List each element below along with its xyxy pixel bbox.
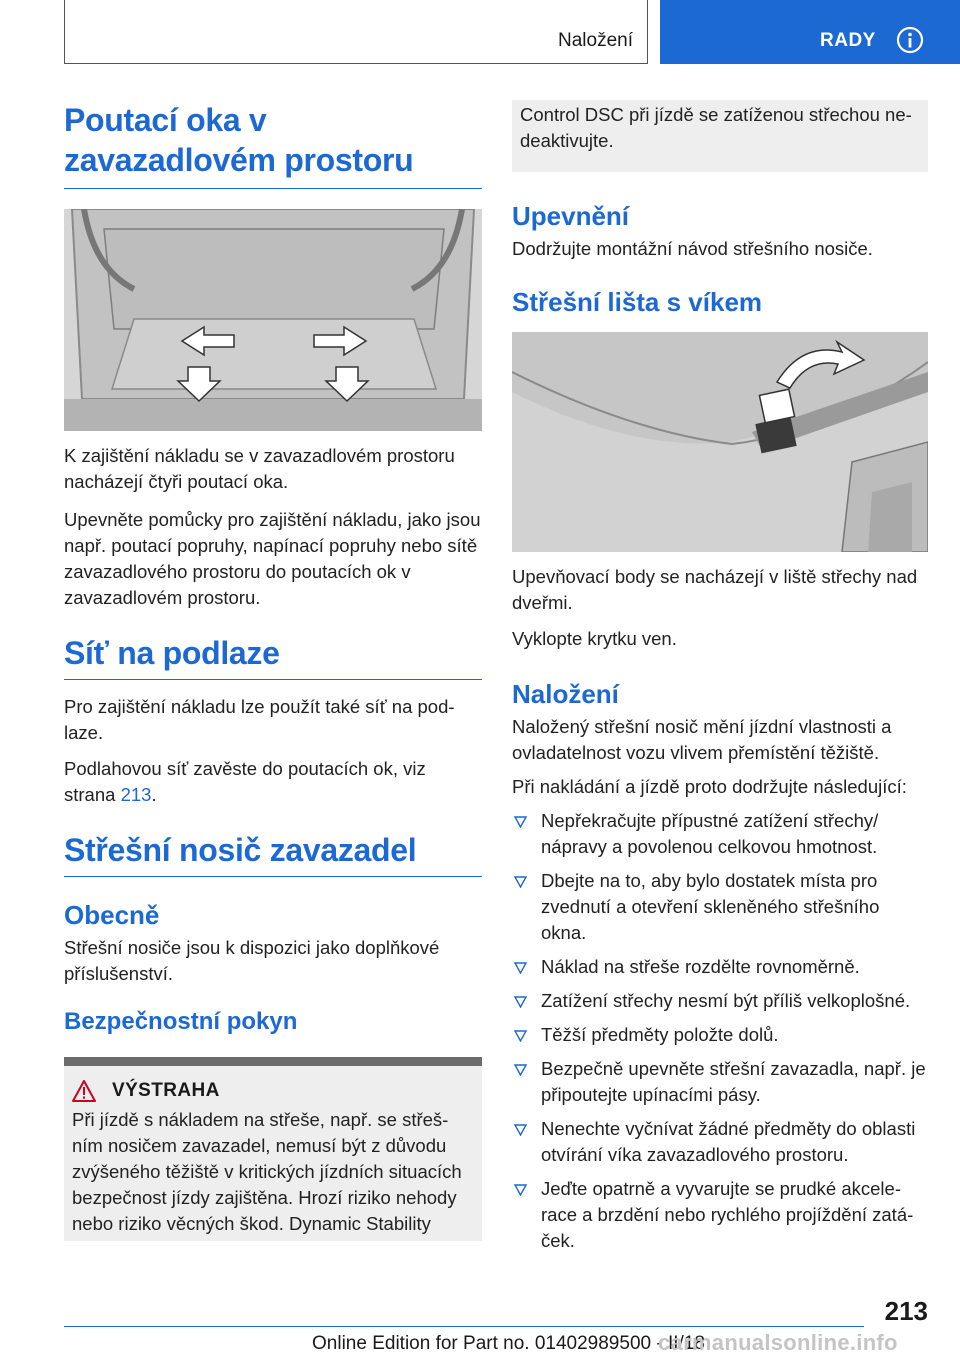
paragraph-general: Střešní nosiče jsou k dispozici jako doplňkové příslušenství. <box>64 937 440 984</box>
subheading-general: Obecně <box>64 900 160 930</box>
warning-box-continued <box>512 100 928 172</box>
heading-tie-down-points <box>64 100 482 189</box>
heading-floor-net <box>64 633 482 680</box>
section-label: Naložení <box>558 30 633 51</box>
trunk-illustration <box>64 209 482 431</box>
paragraph-mounting-points: Upevňovací body se nacházejí v liště střechy nad dveřmi. <box>512 566 918 613</box>
subheading-safety-note: Bezpečnostní pokyn <box>64 1008 298 1035</box>
bullet-triangle-icon <box>514 1063 527 1076</box>
floor-net-text: Podlahovou síť zavěste do poutacích ok, viz strana <box>64 758 426 805</box>
warning-title: VÝSTRAHA <box>112 1080 220 1101</box>
list-item-text: Náklad na střeše rozdělte rovnoměrně. <box>541 956 860 977</box>
bullet-triangle-icon <box>514 1183 527 1196</box>
edition-text: Online Edition for Part no. 01402989500 - II/18 <box>312 1333 705 1354</box>
heading-roof-rack <box>64 830 482 877</box>
list-item <box>512 808 928 860</box>
bullet-triangle-icon <box>514 1123 527 1136</box>
page-link-213[interactable]: 213 <box>120 784 152 805</box>
warning-box <box>64 1057 482 1241</box>
bullet-triangle-icon <box>514 1029 527 1042</box>
heading-line-2: zavazadlovém prostoru <box>64 142 414 178</box>
paragraph-loading-2: Při nakládání a jízdě proto dodržujte následující: <box>512 776 907 797</box>
roof-rail-cover-image <box>512 332 928 552</box>
paragraph-tie-down-info: K zajištění nákladu se v zavazadlovém prostoru nacházejí čtyři poutací oka. <box>64 445 455 492</box>
paragraph-floor-net-2 <box>64 756 482 808</box>
warning-text-continued: Control DSC při jízdě se zatíženou střechou ne‐deaktivujte. <box>520 104 912 151</box>
info-circle-icon[interactable] <box>896 26 924 54</box>
page-number: 213 <box>884 1296 928 1326</box>
subheading-mounting: Upevnění <box>512 201 630 231</box>
loading-rules-list <box>512 808 928 1254</box>
paragraph-floor-net-1: Pro zajištění nákladu lze použít také síť na pod‐laze. <box>64 696 455 743</box>
list-item-text: Těžší předměty položte dolů. <box>541 1024 779 1045</box>
header-section-tab <box>64 0 648 64</box>
tips-tab[interactable] <box>660 0 960 64</box>
heading-floor-net-text: Síť na podlaze <box>64 635 280 671</box>
list-item-text: Jeďte opatrně a vyvarujte se prudké akcele‐race a brzdění nebo rychlého projíždění zatá‐ček. <box>541 1178 914 1251</box>
left-column <box>64 100 482 1241</box>
warning-text: Při jízdě s nákladem na střeše, např. se střeš‐ním nosičem zavazadel, nemusí být z důvodu zvýšeného těžiště v kritických jízdních situacích bezpečnost jízdy zajištěna. Hrozí riziko nehody nebo riziko věcných škod. Dynamic Stability <box>72 1109 462 1234</box>
subheading-loading: Naložení <box>512 679 619 709</box>
list-item-text: Dbejte na to, aby bylo dostatek místa pro zvednutí a otevření skleněného střešního okna. <box>541 870 880 943</box>
list-item <box>512 1056 928 1108</box>
list-item <box>512 1176 928 1254</box>
bullet-triangle-icon <box>514 995 527 1008</box>
heading-roof-rack-text: Střešní nosič zavazadel <box>64 832 417 868</box>
list-item <box>512 954 928 980</box>
paragraph-loading-1: Naložený střešní nosič mění jízdní vlastnosti a ovladatelnost vozu vlivem přemístění těžiště. <box>512 716 892 763</box>
right-column <box>512 100 928 1262</box>
list-item <box>512 1022 928 1048</box>
footer-rule <box>64 1326 864 1327</box>
list-item-text: Zatížení střechy nesmí být příliš velkoplošné. <box>541 990 911 1011</box>
warning-triangle-icon <box>72 1080 96 1102</box>
paragraph-tie-down-usage: Upevněte pomůcky pro zajištění nákladu, jako jsou např. poutací popruhy, napínací popruhy nebo sítě zavazadlového prostoru do poutacích ok v zavazadlovém prostoru. <box>64 509 481 608</box>
roof-rail-illustration <box>512 332 928 552</box>
warning-bar <box>64 1057 482 1066</box>
warning-header <box>64 1066 482 1102</box>
heading-line-1: Poutací oka v <box>64 102 267 138</box>
list-item <box>512 1116 928 1168</box>
subheading-roof-rail: Střešní lišta s víkem <box>512 287 763 317</box>
list-item <box>512 988 928 1014</box>
floor-net-period: . <box>151 784 157 805</box>
bullet-triangle-icon <box>514 815 527 828</box>
watermark-text: carmanualsonline.info <box>658 1330 898 1355</box>
bullet-triangle-icon <box>514 875 527 888</box>
paragraph-flip-cover: Vyklopte krytku ven. <box>512 628 677 649</box>
list-item-text: Nepřekračujte přípustné zatížení střechy/ nápravy a povolenou celkovou hmotnost. <box>541 810 879 857</box>
tips-tab-label: RADY <box>820 30 876 51</box>
list-item <box>512 868 928 946</box>
paragraph-mounting: Dodržujte montážní návod střešního nosiče. <box>512 238 873 259</box>
trunk-tie-down-points-image <box>64 209 482 431</box>
bullet-triangle-icon <box>514 961 527 974</box>
list-item-text: Nenechte vyčnívat žádné předměty do oblasti otvírání víka zavazadlového prostoru. <box>541 1118 916 1165</box>
list-item-text: Bezpečně upevněte střešní zavazadla, např. je připoutejte upínacími pásy. <box>541 1058 926 1105</box>
